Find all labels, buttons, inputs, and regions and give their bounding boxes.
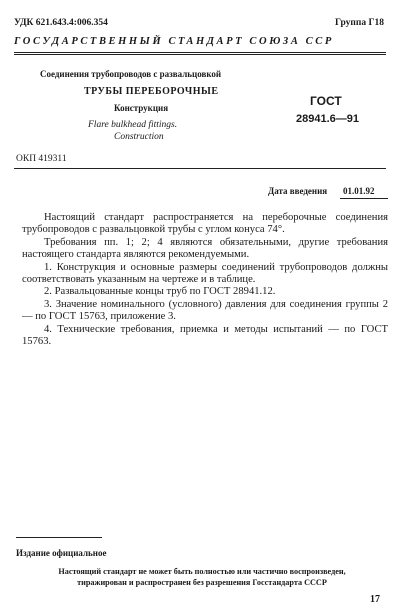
title-main: ТРУБЫ ПЕРЕБОРОЧНЫЕ xyxy=(84,86,219,97)
paragraph-scope: Настоящий стандарт распространяется на переборочные соединения трубопроводов с развальцовкой трубы с углом конуса 74°. xyxy=(22,212,388,236)
footer-separator xyxy=(16,537,102,538)
copyright-notice xyxy=(16,566,388,588)
standard-body xyxy=(22,212,388,348)
title-english-line1: Flare bulkhead fittings. xyxy=(88,120,178,130)
page-number: 17 xyxy=(370,594,380,605)
okp-rule xyxy=(14,168,386,169)
gost-number: 28941.6—91 xyxy=(296,113,359,125)
effective-date-value: 01.01.92 xyxy=(343,186,375,196)
copyright-notice-line1: Настоящий стандарт не может быть полностью или частично воспроизведен, xyxy=(58,567,346,576)
standard-banner: ГОСУДАРСТВЕННЫЙ СТАНДАРТ СОЮЗА ССР xyxy=(14,36,334,47)
effective-date-underline xyxy=(340,198,388,199)
edition-label: Издание официальное xyxy=(16,548,107,558)
copyright-notice-line2: тиражирован и распространен без разрешения Госстандарта СССР xyxy=(77,578,327,587)
effective-date-label: Дата введения xyxy=(268,186,328,196)
paragraph-item-4: 4. Технические требования, приемка и методы испытаний — по ГОСТ 15763. xyxy=(22,323,388,348)
title-subtitle: Конструкция xyxy=(114,103,169,113)
okp-code: ОКП 419311 xyxy=(16,154,67,164)
paragraph-item-2: 2. Развальцованные концы труб по ГОСТ 28941.12. xyxy=(44,286,276,298)
udk-code: УДК 621.643.4:006.354 xyxy=(14,18,108,28)
group-code: Группа Г18 xyxy=(335,18,384,28)
paragraph-requirements: Требования пп. 1; 2; 4 являются обязательными, другие требования настоящего стандарта являются рекомендуемыми. xyxy=(22,236,388,261)
gost-label: ГОСТ xyxy=(310,94,342,108)
title-subject: Соединения трубопроводов с развальцовкой xyxy=(40,69,222,79)
paragraph-item-1: 1. Конструкция и основные размеры соединений трубопроводов должны соответствовать указанным на чертеже и в таблице. xyxy=(22,261,388,286)
paragraph-item-3: 3. Значение номинального (условного) давления для соединения группы 2 — по ГОСТ 15763, приложение 3. xyxy=(22,298,388,323)
banner-rule-top xyxy=(14,52,386,53)
banner-rule-bottom xyxy=(14,54,386,55)
title-english-line2: Construction xyxy=(114,132,164,142)
